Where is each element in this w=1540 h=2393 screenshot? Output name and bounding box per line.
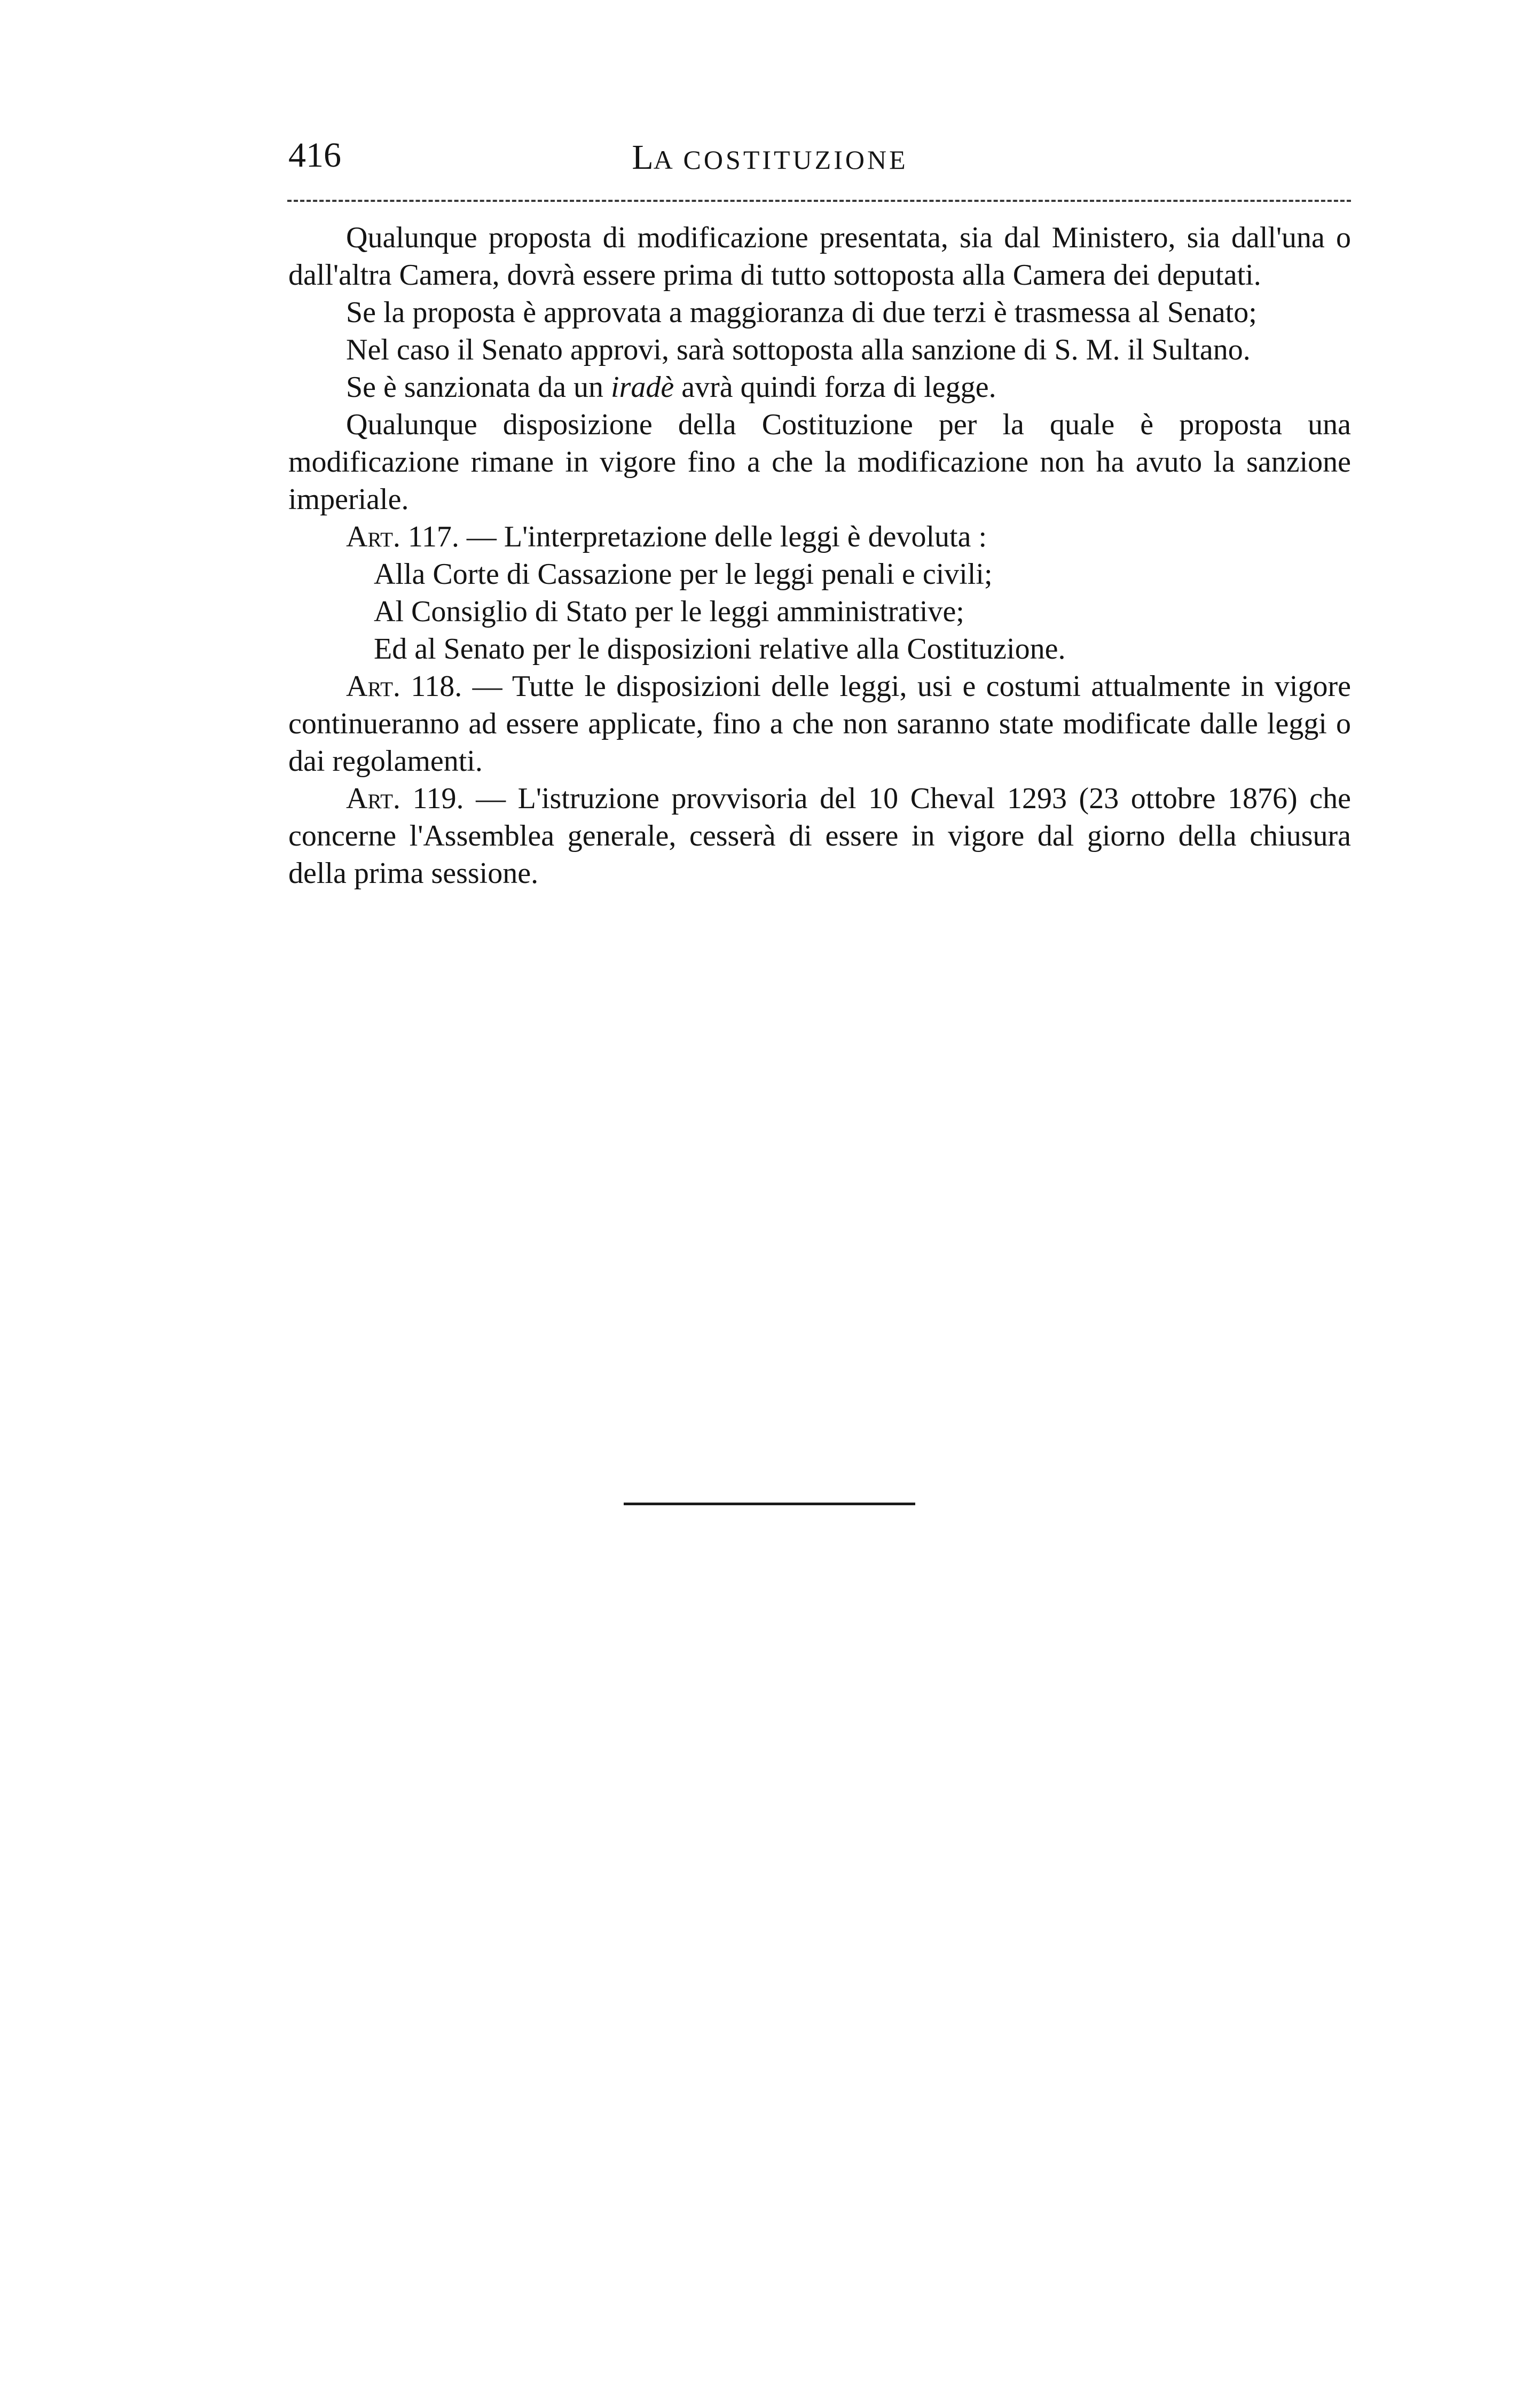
article-119 <box>288 780 1351 892</box>
article-label: Art. 118. <box>346 670 462 703</box>
header-rule <box>287 200 1351 202</box>
paragraph <box>288 369 1351 406</box>
paragraph: Qualunque disposizione della Costituzione per la quale è proposta una modificazione rimane in vigore fino a che la modificazione non ha avuto la sanzione imperiale. <box>288 408 1351 516</box>
article-text: — Tutte le disposizioni delle leggi, usi e costumi attualmente in vigore continueranno ad essere applicate, fino a che non saranno state modificate dalle leggi o dai regolamenti. <box>288 670 1351 778</box>
paragraph-text: Se è sanzionata da un <box>346 371 604 404</box>
article-text: — L'interpretazione delle leggi è devoluta : <box>466 520 987 553</box>
paragraph: Se la proposta è approvata a maggioranza di due terzi è trasmessa al Senato; <box>346 296 1257 329</box>
list-item: Ed al Senato per le disposizioni relative alla Costituzione. <box>374 632 1066 666</box>
article-117 <box>288 518 1351 556</box>
article-118 <box>288 668 1351 780</box>
running-title-initial: L <box>632 138 654 177</box>
list-item: Al Consiglio di Stato per le leggi amministrative; <box>374 595 964 628</box>
italic-term: iradè <box>611 371 674 404</box>
end-rule <box>624 1503 915 1505</box>
running-title-rest: A COSTITUZIONE <box>653 145 908 175</box>
article-label: Art. 119. <box>346 782 464 815</box>
page-number: 416 <box>288 136 341 175</box>
list-item: Alla Corte di Cassazione per le leggi penali e civili; <box>374 558 993 591</box>
running-title <box>0 136 1540 177</box>
paragraph: Qualunque proposta di modificazione presentata, sia dal Ministero, sia dall'una o dall'altra Camera, dovrà essere prima di tutto sottoposta alla Camera dei deputati. <box>288 221 1351 292</box>
paragraph: Nel caso il Senato approvi, sarà sottoposta alla sanzione di S. M. il Sultano. <box>346 333 1251 366</box>
body-text <box>288 219 1351 892</box>
article-text: — L'istruzione provvisoria del 10 Cheval 1293 (23 ottobre 1876) che concerne l'Assemblea generale, cesserà di essere in vigore dal giorno della chiusura della prima sessione. <box>288 782 1351 890</box>
paragraph-text: avrà quindi forza di legge. <box>681 371 996 404</box>
article-label: Art. 117. <box>346 520 459 553</box>
